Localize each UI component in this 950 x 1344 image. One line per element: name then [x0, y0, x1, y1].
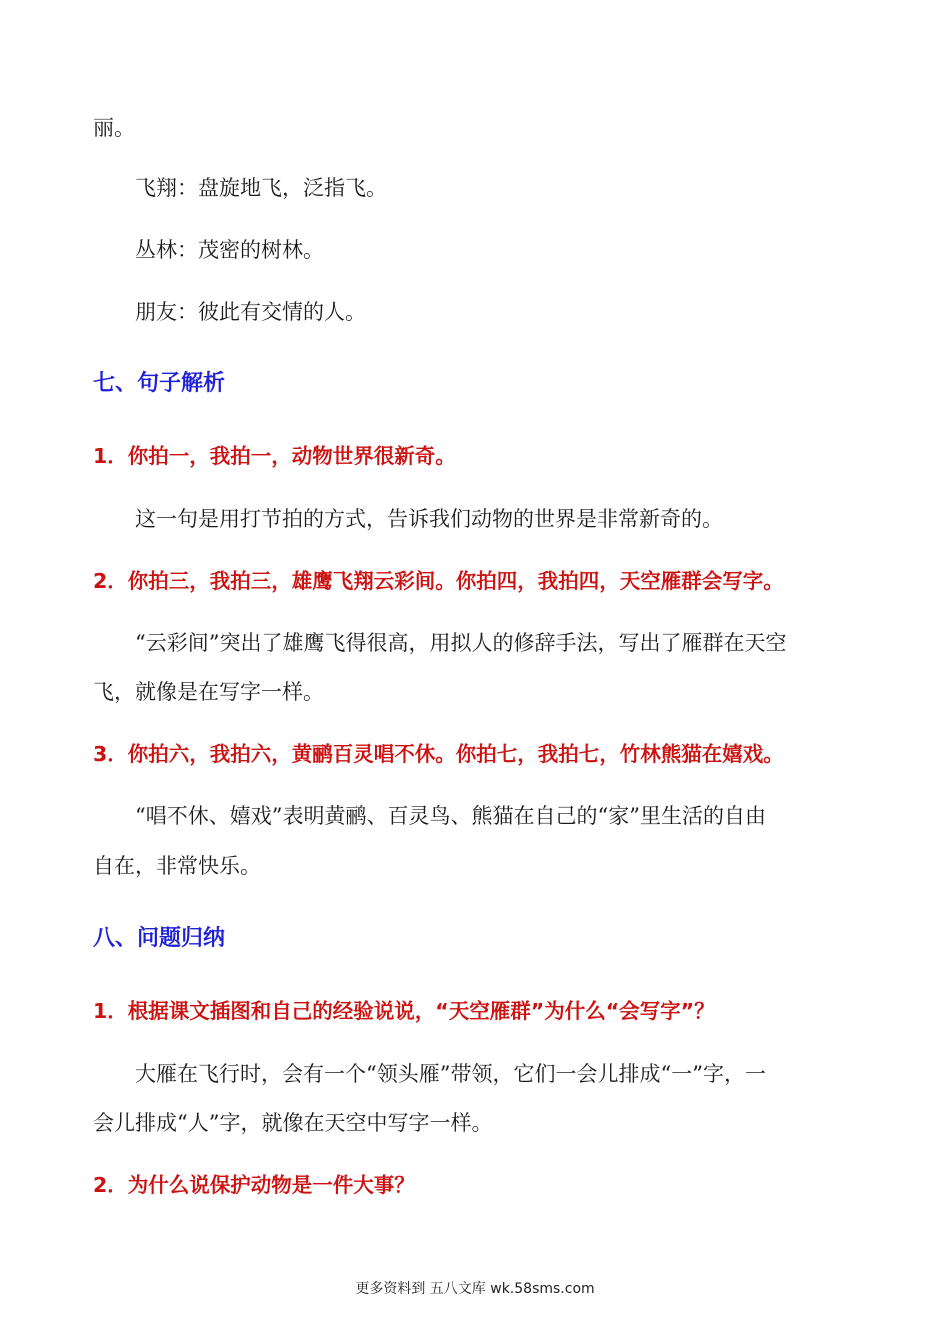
section-7-answer-1-line-1: 这一句是用打节拍的方式，告诉我们动物的世界是非常新奇的。	[135, 507, 723, 531]
section-7-question-1: 1．你拍一，我拍一，动物世界很新奇。	[93, 444, 456, 468]
section-7-answer-3-line-1: “唱不休、嬉戏”表明黄鹂、百灵鸟、熊猫在自己的“家”里生活的自由	[135, 804, 766, 828]
intro-tail: 丽。	[93, 116, 135, 140]
section-7-heading: 七、句子解析	[93, 371, 226, 396]
section-8-question-1: 1．根据课文插图和自己的经验说说，“天空雁群”为什么“会写字”？	[93, 999, 715, 1023]
section-7-question-2: 2．你拍三，我拍三，雄鹰飞翔云彩间。你拍四，我拍四，天空雁群会写字。	[93, 569, 784, 593]
vocab-item-3: 朋友：彼此有交情的人。	[135, 300, 366, 324]
vocab-item-1: 飞翔：盘旋地飞，泛指飞。	[135, 176, 387, 200]
section-8-answer-1-line-2: 会儿排成“人”字，就像在天空中写字一样。	[93, 1111, 493, 1135]
section-7-answer-3-line-2: 自在，非常快乐。	[93, 854, 261, 878]
section-8-question-2: 2．为什么说保护动物是一件大事？	[93, 1173, 415, 1197]
section-8-answer-1-line-1: 大雁在飞行时，会有一个“领头雁”带领，它们一会儿排成“一”字，一	[135, 1062, 766, 1086]
section-7-answer-2-line-1: “云彩间”突出了雄鹰飞得很高，用拟人的修辞手法，写出了雁群在天空	[135, 631, 787, 655]
page-footer: 更多资料到 五八文库 wk.58sms.com	[355, 1281, 595, 1297]
vocab-item-2: 丛林：茂密的树林。	[135, 238, 324, 262]
section-7-answer-2-line-2: 飞，就像是在写字一样。	[93, 680, 324, 704]
section-7-question-3: 3．你拍六，我拍六，黄鹂百灵唱不休。你拍七，我拍七，竹林熊猫在嬉戏。	[93, 742, 784, 766]
section-8-heading: 八、问题归纳	[93, 926, 226, 951]
